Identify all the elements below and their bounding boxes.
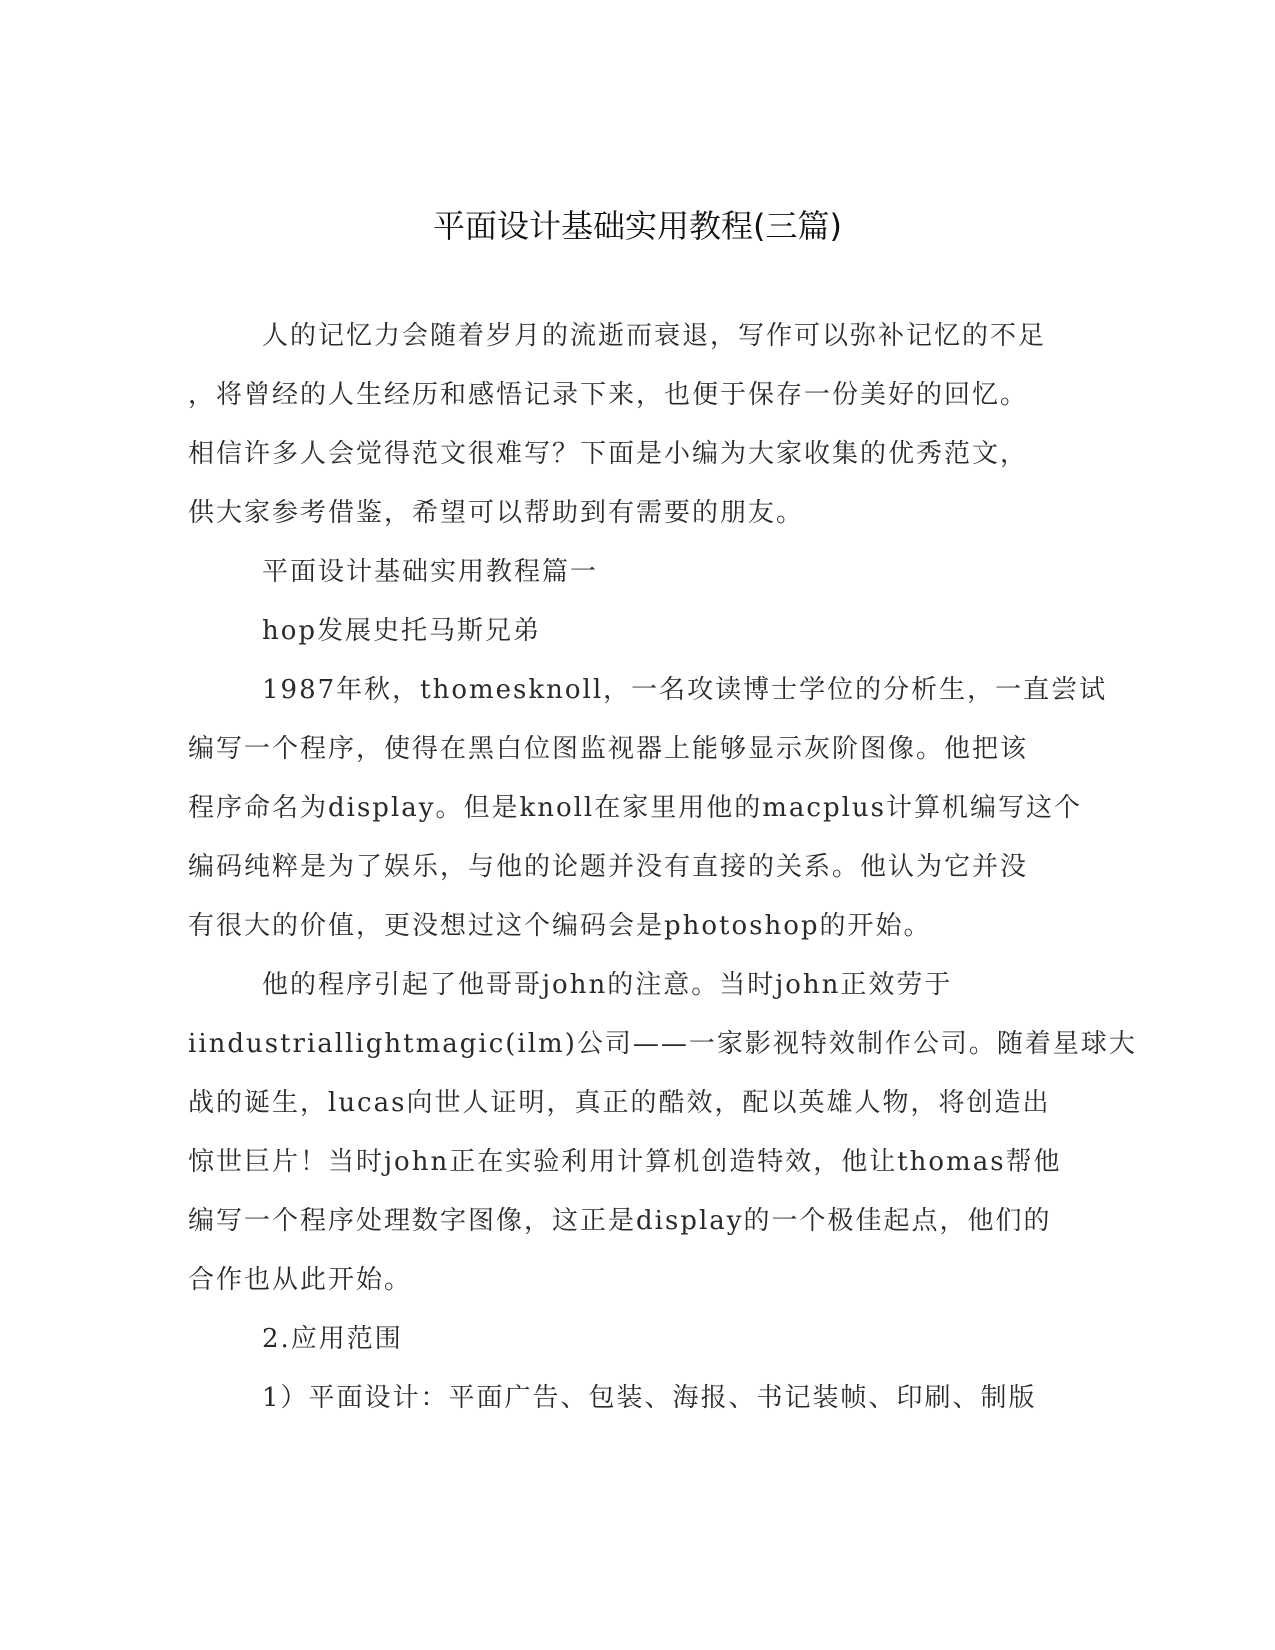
- paragraph-line: ，将曾经的人生经历和感悟记录下来，也便于保存一份美好的回忆。: [188, 380, 1029, 410]
- list-heading: 2.应用范围: [262, 1324, 403, 1354]
- paragraph-line: 编写一个程序处理数字图像，这正是display的一个极佳起点，他们的: [188, 1206, 1052, 1236]
- paragraph-line: 编写一个程序，使得在黑白位图监视器上能够显示灰阶图像。他把该: [188, 734, 1029, 764]
- paragraph-line: 人的记忆力会随着岁月的流逝而衰退，写作可以弥补记忆的不足: [262, 321, 1047, 351]
- paragraph-line: 他的程序引起了他哥哥john的注意。当时john正效劳于: [262, 970, 953, 1000]
- paragraph-line: iindustriallightmagic(ilm)公司——一家影视特效制作公司。随着星球大: [188, 1029, 1137, 1059]
- paragraph-line: 有很大的价值，更没想过这个编码会是photoshop的开始。: [188, 911, 932, 941]
- paragraph-line: 合作也从此开始。: [188, 1265, 413, 1295]
- paragraph-line: 相信许多人会觉得范文很难写？下面是小编为大家收集的优秀范文，: [188, 439, 1029, 469]
- section-heading: 平面设计基础实用教程篇一: [262, 557, 599, 587]
- paragraph-line: 惊世巨片！当时john正在实验利用计算机创造特效，他让thomas帮他: [188, 1147, 1062, 1177]
- paragraph-line: 程序命名为display。但是knoll在家里用他的macplus计算机编写这个: [188, 793, 1082, 823]
- paragraph-line: 供大家参考借鉴，希望可以帮助到有需要的朋友。: [188, 498, 805, 528]
- subsection-heading: hop发展史托马斯兄弟: [262, 616, 542, 646]
- paragraph-line: 1987年秋，thomesknoll，一名攻读博士学位的分析生，一直尝试: [262, 675, 1108, 705]
- paragraph-line: 战的诞生，lucas向世人证明，真正的酷效，配以英雄人物，将创造出: [188, 1088, 1051, 1118]
- list-item: 1）平面设计：平面广告、包装、海报、书记装帧、印刷、制版: [262, 1383, 1037, 1413]
- paragraph-line: 编码纯粹是为了娱乐，与他的论题并没有直接的关系。他认为它并没: [188, 852, 1029, 882]
- document-title: 平面设计基础实用教程(三篇): [433, 207, 842, 245]
